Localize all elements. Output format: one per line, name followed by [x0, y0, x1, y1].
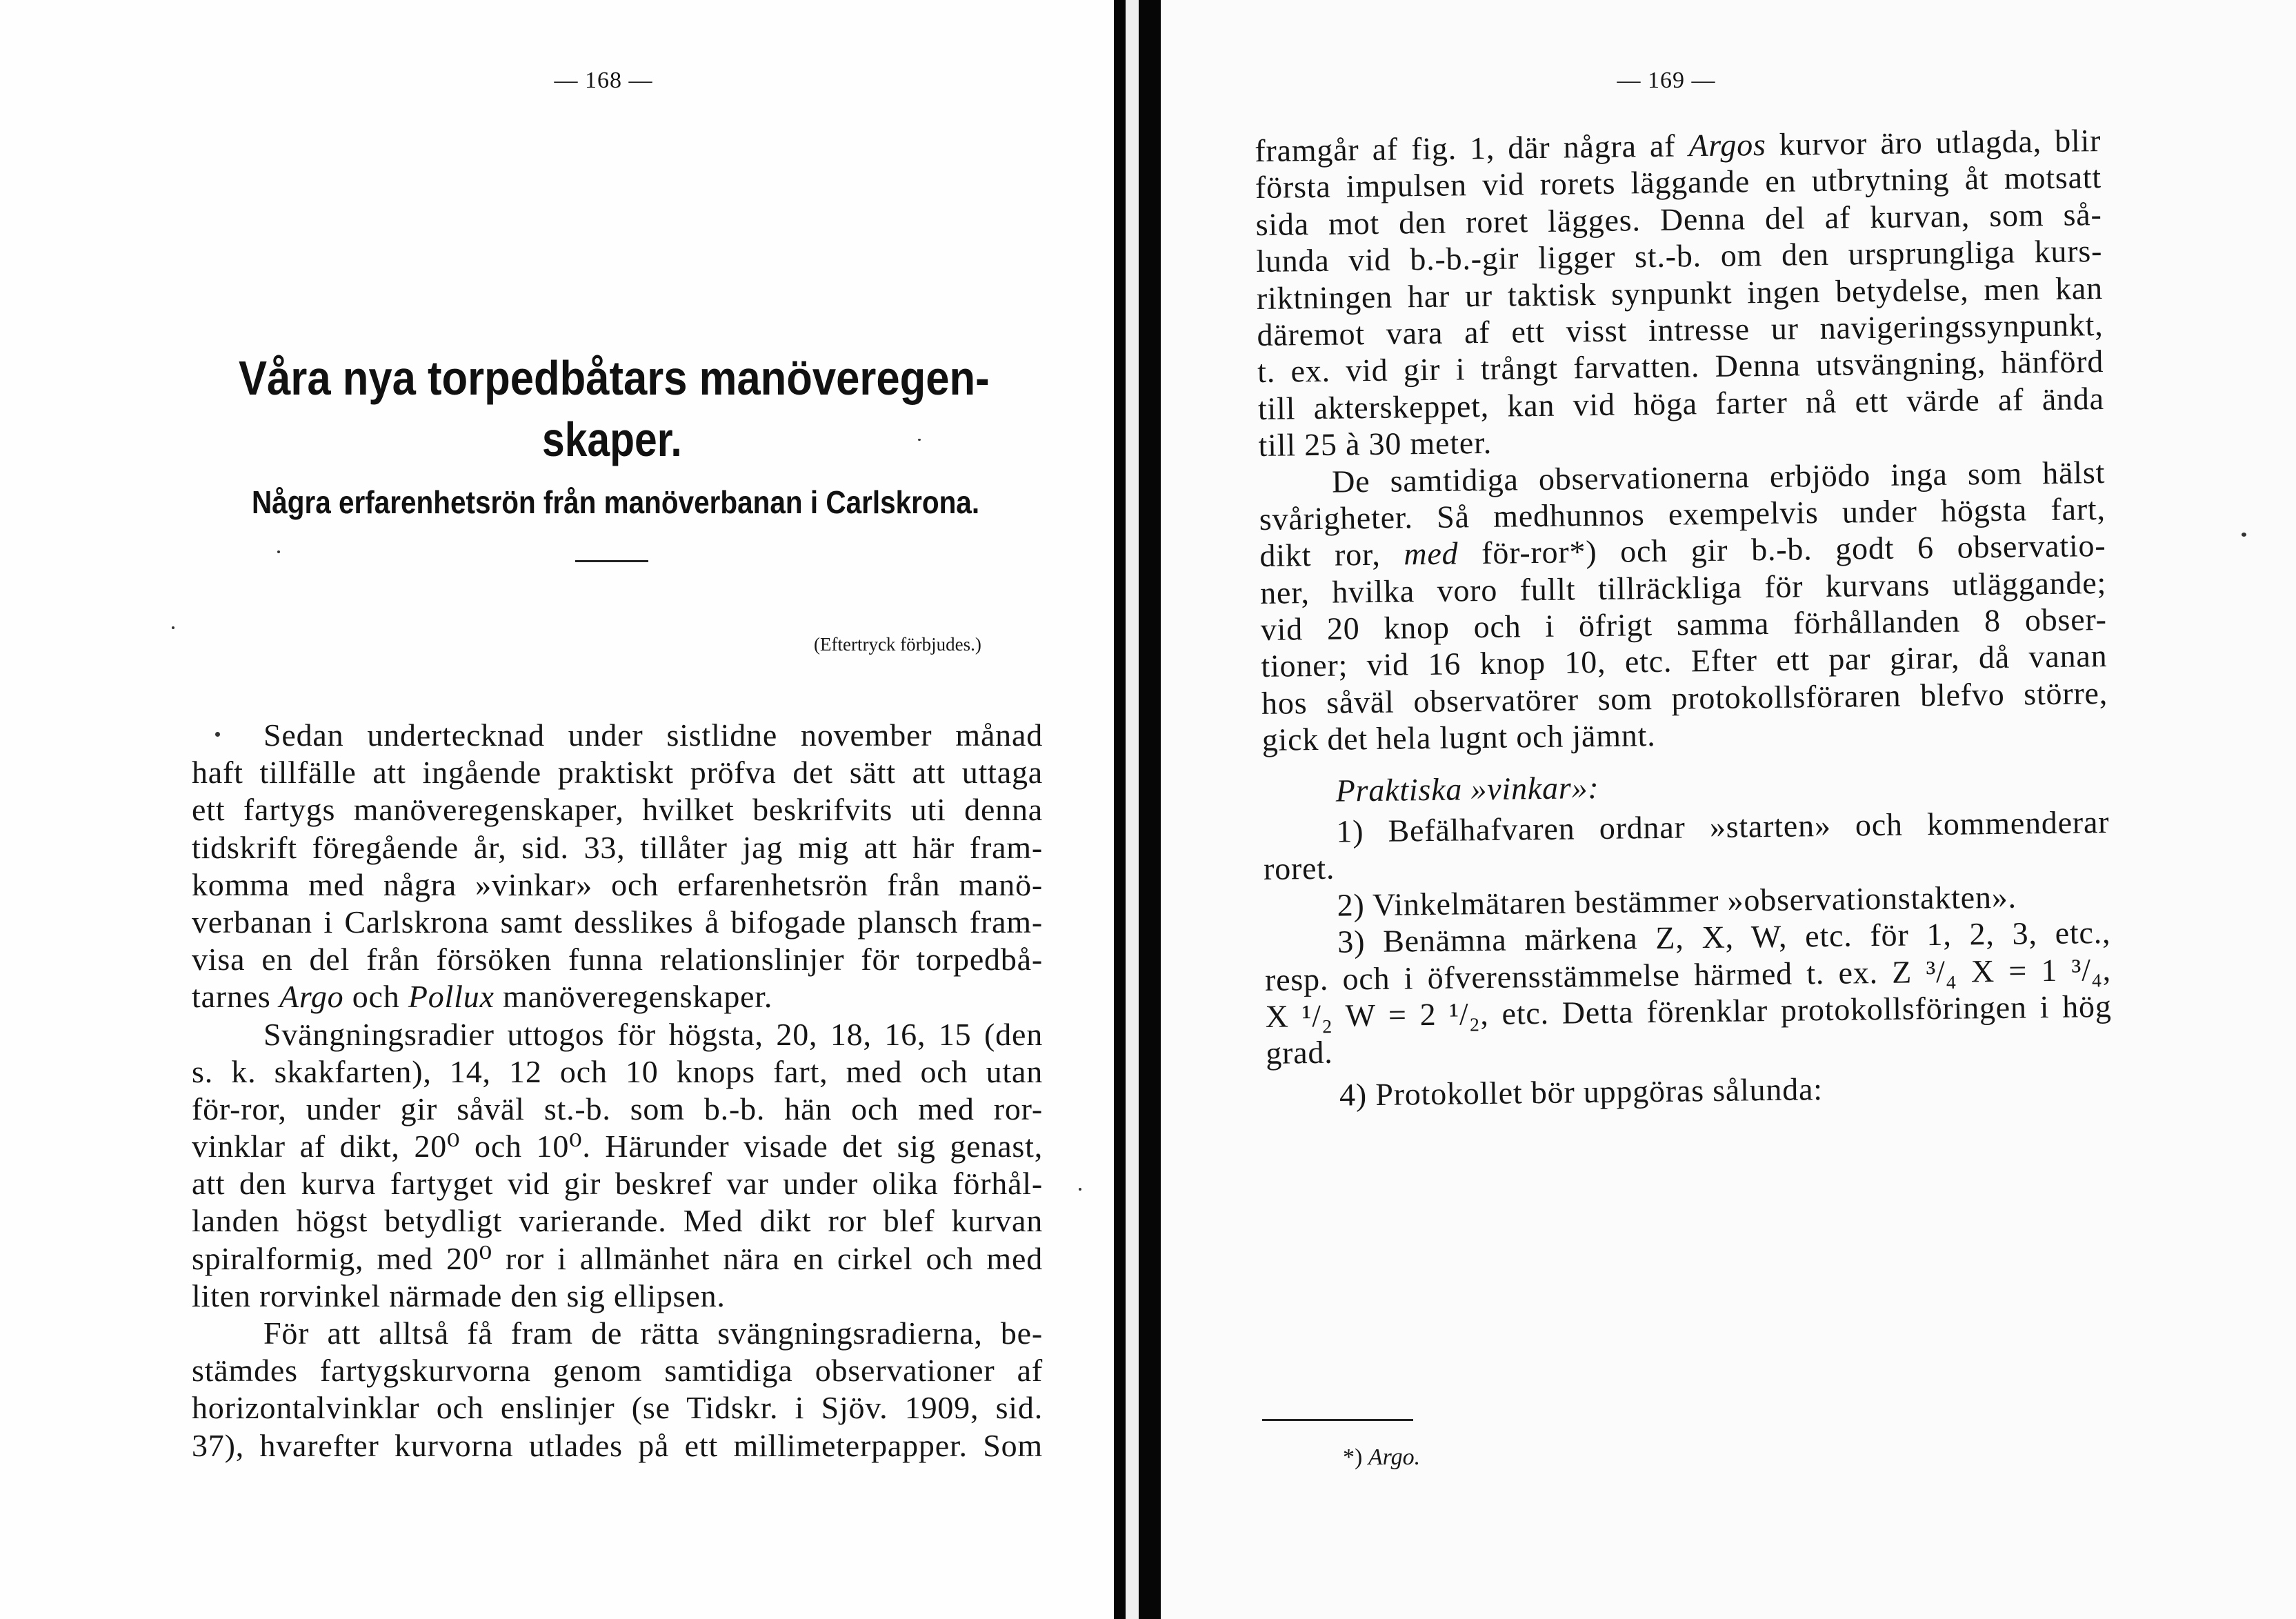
text-run: dikt ror, — [1259, 536, 1404, 574]
section-heading-practical-hints: Praktiska »vinkar»: — [1335, 769, 1599, 808]
body-line: ner, hvilka voro fullt tillräckliga för kurvans utläggande; — [1259, 564, 2107, 610]
body-line: vinklar af dikt, 20⁰ och 10⁰. Härunder visade det sig genast, — [192, 1129, 1043, 1164]
ink-speck — [2242, 533, 2246, 537]
body-line: tidskrift föregående år, sid. 33, tillåter jag mig att här fram- — [192, 829, 1043, 865]
list-item-3: 3) Benämna märkena Z, X, W, etc. för 1, 2, 3, etc., — [1337, 915, 2111, 960]
body-line — [192, 978, 1043, 1015]
body-line: X ¹/₂ W = 2 ¹/₂, etc. Detta förenklar protokollsföringen i hög — [1265, 988, 2112, 1034]
ship-name-argo: Argo — [279, 979, 344, 1015]
body-line: roret. — [1263, 851, 1335, 887]
text-run: kurvor äro utlagda, blir — [1766, 123, 2102, 162]
footnote-text: Argo. — [1368, 1444, 1421, 1470]
list-item-2: 2) Vinkelmätaren bestämmer »observationstakten». — [1337, 879, 2017, 923]
article-title-line-1: Våra nya torpedbåtars manöveregen- — [239, 351, 990, 405]
body-line: gick det hela lugnt och jämnt. — [1261, 717, 1656, 758]
ship-name-argos: Argos — [1688, 126, 1766, 163]
body-line: 37), hvarefter kurvorna utlades på ett millimeterpapper. Som — [192, 1427, 1043, 1463]
body-line: för-ror, under gir såväl st.-b. som b.-b. hän och med ror- — [192, 1091, 1043, 1126]
ink-speck — [172, 626, 174, 629]
body-line: vid 20 knop och i öfrigt samma förhållanden 8 obser- — [1260, 602, 2108, 648]
text-run: för-ror*) och gir b.-b. godt 6 observatio- — [1458, 528, 2106, 571]
ink-speck — [277, 550, 280, 553]
article-subtitle: Några erfarenhetsrön från manöverbanan i Carlskrona. — [252, 484, 980, 520]
emphasis-med: med — [1404, 535, 1459, 572]
body-line: haft tillfälle att ingående praktiskt pröfva det sätt att uttaga — [192, 755, 1043, 791]
body-line: ett fartygs manöveregenskaper, hvilket beskrifvits uti denna — [192, 792, 1043, 828]
body-line: horizontalvinklar och enslinjer (se Tidskr. i Sjöv. 1909, sid. — [192, 1390, 1043, 1426]
article-title-line-2: skaper. — [542, 413, 682, 466]
body-line: t. ex. vid gir i trångt farvatten. Denna utsvängning, hänförd — [1257, 344, 2104, 390]
body-line: Svängningsradier uttogos för högsta, 20, 18, 16, 15 (den — [263, 1016, 1043, 1052]
body-line: visa en del från försöken funna relationslinjer för torpedbå- — [192, 942, 1043, 977]
body-line: riktningen har ur taktisk synpunkt ingen betydelse, men kan — [1256, 270, 2104, 316]
body-line: stämdes fartygskurvorna genom samtidiga observationer af — [192, 1353, 1043, 1389]
body-line: resp. och i öfverensstämmelse härmed t. ex. Z ³/₄ X = 1 ³/₄, — [1264, 951, 2112, 997]
body-line: hos såväl observatörer som protokollsföraren blefvo större, — [1261, 675, 2108, 721]
page-gutter — [1139, 0, 1161, 1619]
body-line: sida mot den roret lägges. Denna del af kurvan, som så- — [1255, 196, 2102, 242]
footnote-marker: *) — [1343, 1444, 1368, 1470]
ship-name-pollux: Pollux — [408, 979, 495, 1015]
body-line: däremot vara af ett visst intresse ur navigeringssynpunkt, — [1257, 306, 2104, 352]
page-number-right: — 169 — — [1617, 68, 1716, 93]
ink-speck — [215, 732, 220, 737]
body-line: lunda vid b.-b.-gir ligger st.-b. om den ursprungliga kurs- — [1255, 233, 2103, 279]
left-page-body — [192, 717, 1043, 1464]
body-line: s. k. skakfarten), 14, 12 och 10 knops fart, med och utan — [192, 1053, 1043, 1089]
body-line: spiralformig, med 20⁰ ror i allmänhet nära en cirkel och med — [192, 1240, 1043, 1276]
body-line: För att alltså få fram de rätta svängningsradierna, be- — [263, 1315, 1043, 1351]
page-gutter — [1114, 0, 1126, 1619]
body-line: landen högst betydligt varierande. Med dikt ror blef kurvan — [192, 1203, 1043, 1239]
body-line: tioner; vid 16 knop 10, etc. Efter ett par girar, då vanan — [1261, 638, 2108, 684]
list-item-1: 1) Befälhafvaren ordnar »starten» och kommenderar — [1336, 804, 2110, 849]
body-line: liten rorvinkel närmade den sig ellipsen. — [192, 1278, 726, 1313]
body-line: till 25 à 30 meter. — [1258, 424, 1493, 464]
footnote-rule — [1262, 1419, 1413, 1421]
right-page-body — [1255, 122, 2113, 1114]
body-line: första impulsen vid rorets läggande en utbrytning åt motsatt — [1255, 159, 2102, 206]
body-line: De samtidiga observationerna erbjödo inga som hälst — [1331, 454, 2106, 499]
ink-speck — [1079, 1188, 1081, 1191]
list-item-4: 4) Protokollet bör uppgöras sålunda: — [1339, 1071, 1824, 1113]
title-separator-rule — [575, 560, 648, 562]
text-run: och — [343, 979, 408, 1015]
body-line: komma med några »vinkar» och erfarenhetsrön från manö- — [192, 866, 1043, 902]
body-line: svårigheter. Så medhunnos exempelvis under högsta fart, — [1259, 490, 2106, 537]
text-run: manöveregenskaper. — [494, 979, 773, 1015]
ink-speck — [918, 439, 921, 441]
body-line: grad. — [1265, 1035, 1333, 1071]
body-line: Sedan undertecknad under sistlidne november månad — [263, 717, 1043, 753]
body-line: verbanan i Carlskrona samt desslikes å bifogade plansch fram- — [192, 904, 1043, 940]
text-run: tarnes — [192, 979, 279, 1015]
page-gutter-fold — [1126, 0, 1139, 1619]
reprint-notice: (Eftertryck förbjudes.) — [814, 634, 981, 655]
text-run: framgår af fig. 1, där några af — [1255, 128, 1689, 168]
page-number-left: — 168 — — [554, 68, 653, 93]
body-line: att den kurva fartyget vid gir beskref var under olika förhål- — [192, 1166, 1043, 1202]
footnote — [1343, 1444, 1420, 1471]
body-line: till akterskeppet, kan vid höga farter nå ett värde af ända — [1257, 380, 2105, 426]
